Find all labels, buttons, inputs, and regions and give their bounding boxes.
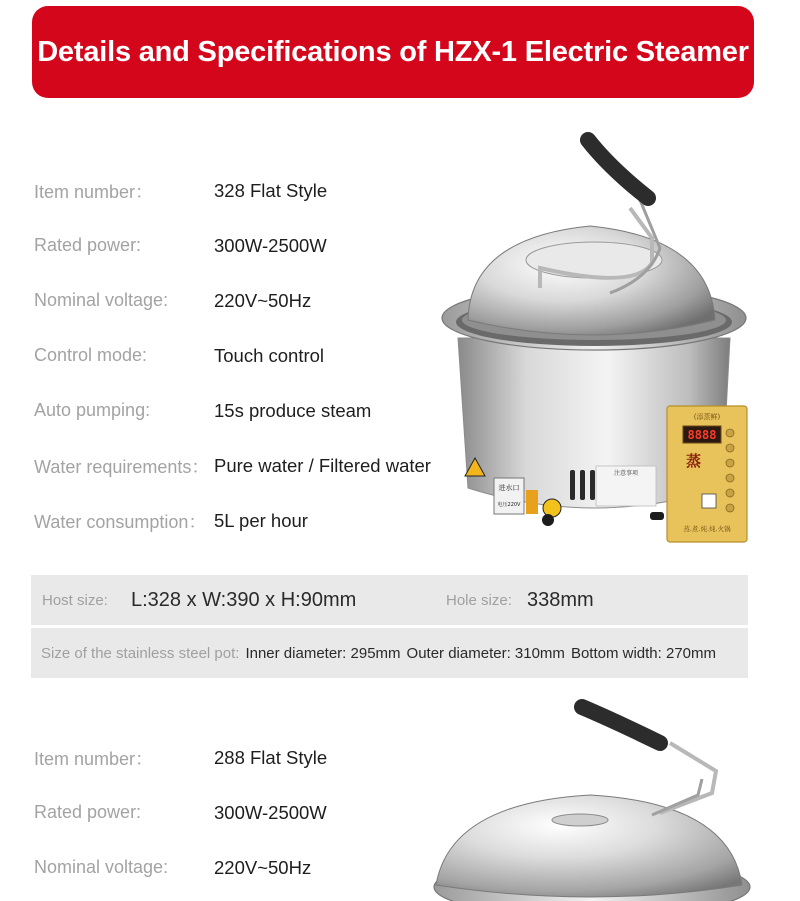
steamer-lid — [436, 795, 742, 897]
spec-label: Item number： — [34, 748, 154, 769]
spec-label: Water requirements： — [34, 456, 210, 477]
hole-size-label: Hole size: — [446, 591, 512, 609]
inlet-text: 进水口 — [498, 484, 520, 492]
touch-button — [726, 459, 734, 467]
steamer-328-image — [430, 128, 760, 553]
handle-grip — [582, 707, 660, 743]
panel-symbol: 蒸 — [686, 452, 702, 470]
panel-header: (添蒸鲜) — [693, 413, 721, 421]
spec-value: 220V~50Hz — [214, 856, 312, 878]
spec-list-288 — [34, 730, 327, 895]
ground-icon — [543, 499, 561, 517]
steamer-288-image — [420, 695, 760, 901]
spec-value: 5L per hour — [214, 509, 308, 531]
hole-size-value: 338mm — [527, 588, 594, 611]
spec-row-nominal-voltage — [34, 273, 431, 328]
spec-value: Pure water / Filtered water — [214, 454, 431, 476]
steamer-288-illustration — [420, 695, 760, 901]
spec-value: Touch control — [214, 344, 325, 366]
spec-row-rated-power — [34, 218, 431, 273]
spec-row-rated-power — [34, 785, 327, 840]
spec-value: 15s produce steam — [214, 399, 372, 421]
touch-button — [726, 474, 734, 482]
spec-label: Rated power: — [34, 802, 142, 822]
spec-label: Nominal voltage: — [34, 857, 169, 877]
handle-wire — [660, 743, 716, 813]
control-panel — [667, 406, 747, 542]
touch-button — [726, 489, 734, 497]
notice-text: 注意事项 — [613, 470, 639, 477]
spec-row-nominal-voltage — [34, 840, 327, 895]
spec-row-auto-pumping — [34, 383, 431, 438]
spec-value: 328 Flat Style — [214, 179, 328, 201]
spec-row-water-consumption — [34, 493, 431, 548]
pot-inner-diameter: Inner diameter: 295mm — [245, 644, 401, 662]
pot-size-bar — [31, 628, 748, 678]
spec-label: Control mode: — [34, 345, 148, 365]
spec-row-item-number — [34, 730, 327, 785]
spec-label: Auto pumping: — [34, 400, 151, 420]
spec-value: 300W-2500W — [214, 801, 327, 823]
panel-display: 8888 — [687, 428, 717, 442]
touch-button — [726, 429, 734, 437]
spec-row-item-number — [34, 163, 431, 218]
host-size-value: L:328 x W:390 x H:90mm — [131, 588, 357, 611]
qr-code-icon — [702, 494, 716, 508]
page-title: Details and Specifications of HZX-1 Electric Steamer — [37, 35, 749, 68]
spec-value: 300W-2500W — [214, 234, 327, 256]
touch-button — [726, 444, 734, 452]
pot-size-label: Size of the stainless steel pot: — [41, 644, 240, 662]
spec-row-control-mode — [34, 328, 431, 383]
panel-footer: 蒸.煮.炖.炖.火锅 — [683, 525, 731, 533]
voltage-text: 电压220V — [497, 502, 521, 508]
pot-bottom-width: Bottom width: 270mm — [570, 644, 716, 662]
touch-button — [726, 504, 734, 512]
spec-list-328 — [34, 163, 431, 548]
handle-grip — [588, 140, 648, 198]
spec-label: Item number： — [34, 181, 154, 202]
spec-value: 288 Flat Style — [214, 746, 328, 768]
host-size-bar — [31, 575, 748, 625]
spec-label: Nominal voltage: — [34, 290, 169, 310]
title-banner — [32, 6, 754, 98]
host-size-label: Host size: — [42, 591, 108, 609]
spec-row-water-requirements — [34, 438, 431, 493]
spec-label: Rated power: — [34, 235, 142, 255]
steamer-328-illustration — [430, 128, 760, 553]
spec-label: Water consumption： — [34, 511, 207, 532]
pot-outer-diameter: Outer diameter: 310mm — [406, 644, 565, 662]
spec-value: 220V~50Hz — [214, 289, 312, 311]
